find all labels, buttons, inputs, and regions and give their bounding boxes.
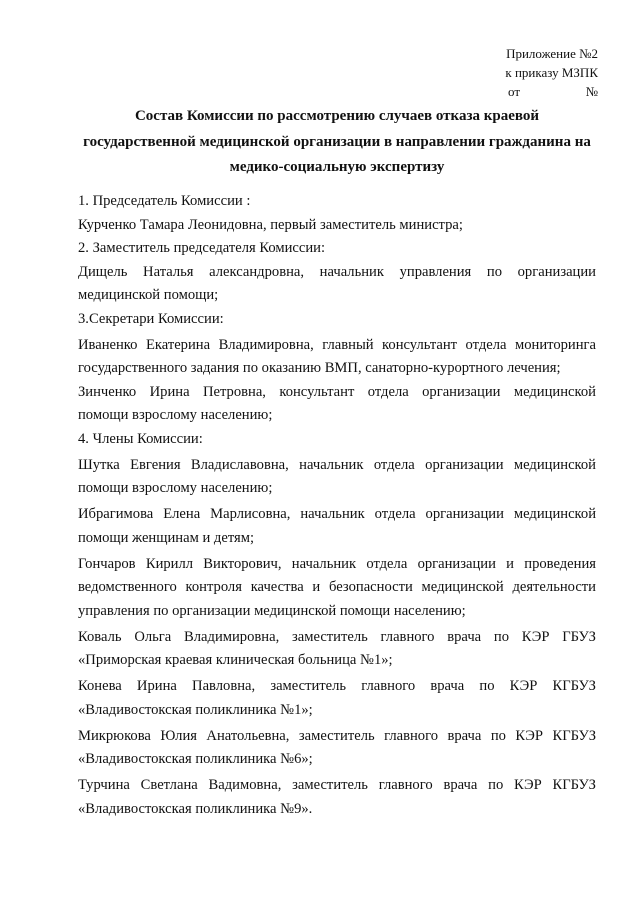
- member-3-line-3: управления по организации медицинской помощи населению;: [78, 602, 466, 619]
- member-2-line-1: Ибрагимова Елена Марлисовна, начальник отдела организации медицинской: [78, 506, 596, 522]
- member-4-line-1: Коваль Ольга Владимировна, заместитель главного врача по КЭР ГБУЗ: [78, 628, 596, 645]
- appendix-order-ref: к приказу МЗПК: [505, 65, 598, 80]
- appendix-from-label: от: [508, 84, 521, 99]
- appendix-number-label: №: [585, 84, 598, 99]
- member-3-line-2: ведомственного контроля качества и безопасности медицинской деятельности: [78, 579, 596, 595]
- member-6-line-1: Микрюкова Юлия Анатольевна, заместитель главного врача по КЭР КГБУЗ: [78, 727, 596, 744]
- deputy-entry-line-2: медицинской помощи;: [78, 287, 219, 303]
- document-body: [78, 190, 596, 821]
- member-1-line-1: Шутка Евгения Владиславовна, начальник отдела организации медицинской: [78, 456, 596, 473]
- member-1-line-2: помощи взрослому населению;: [78, 480, 273, 496]
- members-heading: 4. Члены Комиссии:: [78, 430, 203, 447]
- member-7-line-2: «Владивостокская поликлиника №9».: [78, 800, 313, 817]
- member-7-line-1: Турчина Светлана Вадимовна, заместитель главного врача по КЭР КГБУЗ: [78, 777, 596, 793]
- secretaries-heading: 3.Секретари Комиссии:: [78, 310, 224, 327]
- member-5-line-1: Конева Ирина Павловна, заместитель главного врача по КЭР КГБУЗ: [78, 678, 596, 694]
- chair-heading: 1. Председатель Комиссии :: [78, 193, 251, 209]
- secretary-2-line-1: Зинченко Ирина Петровна, консультант отдела организации медицинской: [78, 383, 596, 400]
- appendix-header: [478, 44, 598, 101]
- secretary-1-line-2: государственного задания по оказанию ВМП, санаторно-курортного лечения;: [78, 360, 561, 376]
- title-line-3: медико-социальную экспертизу: [229, 159, 445, 175]
- deputy-heading: 2. Заместитель председателя Комиссии:: [78, 240, 326, 256]
- secretary-2-line-2: помощи взрослому населению;: [78, 407, 273, 423]
- secretary-1-line-1: Иваненко Екатерина Владимировна, главный консультант отдела мониторинга: [78, 336, 596, 353]
- member-6-line-2: «Владивостокская поликлиника №6»;: [78, 751, 313, 767]
- appendix-date-number: [478, 82, 598, 101]
- member-4-line-2: «Приморская краевая клиническая больница №1»;: [78, 652, 393, 668]
- member-3-line-1: Гончаров Кирилл Викторович, начальник отдела организации и проведения: [78, 555, 596, 572]
- member-2-line-2: помощи женщинам и детям;: [78, 529, 255, 546]
- title-line-1: Состав Комиссии по рассмотрению случаев отказа краевой: [134, 108, 540, 124]
- title-line-2: государственной медицинской организации в направлении гражданина на: [83, 133, 591, 150]
- member-5-line-2: «Владивостокская поликлиника №1»;: [78, 701, 313, 718]
- chair-entry: Курченко Тамара Леонидовна, первый заместитель министра;: [78, 216, 463, 233]
- document-title: [78, 104, 596, 181]
- appendix-label: Приложение №2: [506, 46, 598, 61]
- deputy-entry-line-1: Дищель Наталья александровна, начальник управления по организации: [78, 263, 596, 280]
